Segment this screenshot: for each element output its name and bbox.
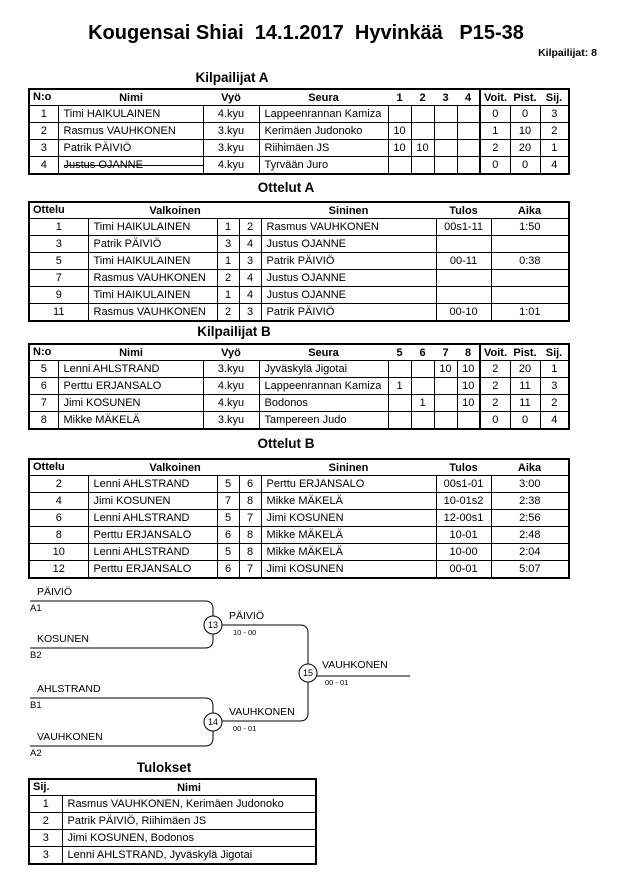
col-header-club: Seura bbox=[259, 344, 388, 361]
cell-score bbox=[411, 361, 434, 378]
table-row bbox=[29, 476, 569, 493]
cell-result bbox=[436, 236, 491, 253]
col-header-name: Nimi bbox=[119, 91, 143, 104]
cell-score: 10 bbox=[457, 395, 480, 412]
cell-blue-no: 3 bbox=[239, 253, 261, 270]
cell-match-no: 7 bbox=[29, 270, 88, 287]
cell-belt: 3.kyu bbox=[203, 140, 259, 157]
col-header-m4: 4 bbox=[457, 89, 480, 106]
bracket-name-semi1-top: PÄIVIÖ bbox=[37, 586, 73, 598]
cell-name: Lenni AHLSTRAND bbox=[58, 361, 203, 378]
cell-club: Lappeenrannan Kamiza bbox=[259, 106, 388, 123]
cell-blue-name: Justus OJANNE bbox=[261, 236, 436, 253]
table-row-withdrawn bbox=[29, 157, 569, 175]
cell-place: 2 bbox=[540, 395, 569, 412]
cell-belt: 4.kyu bbox=[203, 157, 259, 175]
col-header-m1: 1 bbox=[388, 89, 411, 106]
cell-score bbox=[388, 395, 411, 412]
cell-score bbox=[457, 140, 480, 157]
cell-place: 4 bbox=[540, 157, 569, 175]
cell-name: Lenni AHLSTRAND, Jyväskylä Jigotai bbox=[62, 847, 316, 865]
cell-name: Rasmus VAUHKONEN, Kerimäen Judonoko bbox=[62, 796, 316, 813]
cell-score: 10 bbox=[457, 361, 480, 378]
cell-match-no: 2 bbox=[29, 476, 88, 493]
cell-time: 5:07 bbox=[491, 561, 569, 579]
cell-score: 10 bbox=[411, 140, 434, 157]
cell-blue-no: 2 bbox=[239, 219, 261, 236]
cell-blue-name: Jimi KOSUNEN bbox=[261, 510, 436, 527]
table-row bbox=[29, 219, 569, 236]
cell-name: Jimi KOSUNEN bbox=[58, 395, 203, 412]
table-row bbox=[29, 140, 569, 157]
bracket-name-semi2-top: AHLSTRAND bbox=[37, 683, 101, 695]
cell-time: 3:00 bbox=[491, 476, 569, 493]
cell-time bbox=[491, 287, 569, 304]
table-row bbox=[29, 561, 569, 579]
cell-white-no: 5 bbox=[217, 510, 239, 527]
cell-score bbox=[411, 157, 434, 175]
col-header-belt: Vyö bbox=[203, 344, 259, 361]
cell-no: 4 bbox=[29, 157, 58, 175]
cell-result: 00-01 bbox=[436, 561, 491, 579]
cell-club: Tyrvään Juro bbox=[259, 157, 388, 175]
cell-score bbox=[411, 378, 434, 395]
cell-score bbox=[434, 140, 457, 157]
cell-white-name: Jimi KOSUNEN bbox=[88, 493, 217, 510]
cell-blue-no: 7 bbox=[239, 510, 261, 527]
bracket-seed-a2: A2 bbox=[30, 748, 42, 759]
cell-name: Perttu ERJANSALO bbox=[58, 378, 203, 395]
col-header-m8: 8 bbox=[457, 344, 480, 361]
cell-blue-no: 7 bbox=[239, 561, 261, 579]
cell-club: Lappeenrannan Kamiza bbox=[259, 378, 388, 395]
cell-place: 3 bbox=[29, 847, 62, 865]
col-header-club: Seura bbox=[259, 89, 388, 106]
col-header-result: Tulos bbox=[436, 202, 491, 219]
cell-score bbox=[411, 412, 434, 430]
section-title-results: Tulokset bbox=[136, 760, 192, 775]
cell-score: 10 bbox=[388, 123, 411, 140]
col-header-belt: Vyö bbox=[203, 89, 259, 106]
table-row bbox=[29, 378, 569, 395]
col-header-wins: Voit. bbox=[480, 89, 510, 106]
cell-score bbox=[434, 123, 457, 140]
cell-white-no: 2 bbox=[217, 304, 239, 322]
col-header-m5: 5 bbox=[388, 344, 411, 361]
cell-no: 2 bbox=[29, 123, 58, 140]
col-header-match-white bbox=[29, 459, 261, 476]
cell-place: 3 bbox=[540, 106, 569, 123]
cell-name: Mikke MÄKELÄ bbox=[58, 412, 203, 430]
cell-white-name: Lenni AHLSTRAND bbox=[88, 544, 217, 561]
bracket-score-14: 00 - 01 bbox=[233, 724, 257, 733]
cell-blue-name: Jimi KOSUNEN bbox=[261, 561, 436, 579]
col-header-white: Valkoinen bbox=[149, 461, 201, 474]
cell-time: 1:50 bbox=[491, 219, 569, 236]
header-row bbox=[29, 344, 569, 361]
cell-match-no: 3 bbox=[29, 236, 88, 253]
bracket-score-15: 00 - 01 bbox=[325, 678, 349, 687]
cell-name: Jimi KOSUNEN, Bodonos bbox=[62, 830, 316, 847]
cell-result: 00-11 bbox=[436, 253, 491, 270]
cell-points: 11 bbox=[510, 395, 540, 412]
bracket-seed-b1: B1 bbox=[30, 700, 42, 711]
cell-time: 2:04 bbox=[491, 544, 569, 561]
cell-score bbox=[457, 157, 480, 175]
matches-table-a bbox=[28, 201, 570, 322]
col-header-blue: Sininen bbox=[261, 459, 436, 476]
bracket-name-semi2-bottom: VAUHKONEN bbox=[37, 731, 103, 743]
cell-blue-name: Rasmus VAUHKONEN bbox=[261, 219, 436, 236]
cell-time: 1:01 bbox=[491, 304, 569, 322]
col-header-m3: 3 bbox=[434, 89, 457, 106]
cell-match-no: 5 bbox=[29, 253, 88, 270]
cell-belt: 4.kyu bbox=[203, 106, 259, 123]
col-header-name: Nimi bbox=[177, 781, 201, 794]
table-row bbox=[29, 830, 316, 847]
cell-club: Kerimäen Judonoko bbox=[259, 123, 388, 140]
cell-wins: 2 bbox=[480, 395, 510, 412]
cell-blue-no: 4 bbox=[239, 270, 261, 287]
col-header-no: N:o bbox=[33, 346, 52, 358]
cell-name: Rasmus VAUHKONEN bbox=[58, 123, 203, 140]
col-header-time: Aika bbox=[491, 459, 569, 476]
cell-white-no: 3 bbox=[217, 236, 239, 253]
cell-blue-name: Mikke MÄKELÄ bbox=[261, 493, 436, 510]
cell-score: 10 bbox=[434, 361, 457, 378]
cell-wins: 0 bbox=[480, 412, 510, 430]
cell-blue-no: 4 bbox=[239, 287, 261, 304]
cell-score bbox=[388, 361, 411, 378]
cell-points: 20 bbox=[510, 361, 540, 378]
bracket-line-a1 bbox=[30, 601, 213, 616]
col-header-m6: 6 bbox=[411, 344, 434, 361]
cell-blue-no: 4 bbox=[239, 236, 261, 253]
col-header-m7: 7 bbox=[434, 344, 457, 361]
col-header-match: Ottelu bbox=[33, 204, 65, 216]
cell-no: 6 bbox=[29, 378, 58, 395]
col-header-white: Valkoinen bbox=[149, 204, 201, 217]
matches-table-b bbox=[28, 458, 570, 579]
cell-place: 1 bbox=[540, 361, 569, 378]
cell-score bbox=[411, 123, 434, 140]
cell-result: 10-01s2 bbox=[436, 493, 491, 510]
col-header-wins: Voit. bbox=[480, 344, 510, 361]
cell-place: 2 bbox=[540, 123, 569, 140]
col-header-points: Pist. bbox=[510, 344, 540, 361]
cell-white-no: 1 bbox=[217, 219, 239, 236]
cell-place: 4 bbox=[540, 412, 569, 430]
table-row bbox=[29, 527, 569, 544]
table-row bbox=[29, 510, 569, 527]
cell-belt: 4.kyu bbox=[203, 378, 259, 395]
bracket-line-b1 bbox=[30, 698, 213, 713]
cell-points: 0 bbox=[510, 157, 540, 175]
header-row bbox=[29, 202, 569, 219]
col-header-place: Sij. bbox=[33, 781, 50, 793]
cell-wins: 2 bbox=[480, 361, 510, 378]
col-header-no-name bbox=[29, 344, 203, 361]
cell-blue-name: Justus OJANNE bbox=[261, 270, 436, 287]
cell-match-no: 4 bbox=[29, 493, 88, 510]
cell-no: 5 bbox=[29, 361, 58, 378]
cell-score bbox=[434, 106, 457, 123]
competitors-table-a bbox=[28, 88, 570, 175]
section-title-competitors-a: Kilpailijat A bbox=[195, 70, 269, 85]
cell-white-name: Patrik PÄIVIÖ bbox=[88, 236, 217, 253]
cell-score bbox=[457, 106, 480, 123]
table-row bbox=[29, 395, 569, 412]
table-row bbox=[29, 106, 569, 123]
cell-white-no: 2 bbox=[217, 270, 239, 287]
cell-blue-name: Justus OJANNE bbox=[261, 287, 436, 304]
cell-wins: 2 bbox=[480, 140, 510, 157]
table-row bbox=[29, 236, 569, 253]
match-number-14: 14 bbox=[207, 717, 219, 727]
competitors-table-b bbox=[28, 343, 570, 430]
cell-score: 10 bbox=[388, 140, 411, 157]
bracket-seed-a1: A1 bbox=[30, 603, 42, 614]
cell-result: 10-00 bbox=[436, 544, 491, 561]
cell-blue-name: Perttu ERJANSALO bbox=[261, 476, 436, 493]
cell-no: 7 bbox=[29, 395, 58, 412]
cell-wins: 1 bbox=[480, 123, 510, 140]
cell-wins: 0 bbox=[480, 157, 510, 175]
cell-white-name: Lenni AHLSTRAND bbox=[88, 510, 217, 527]
bracket-score-13: 10 - 00 bbox=[233, 628, 257, 637]
cell-match-no: 9 bbox=[29, 287, 88, 304]
table-row bbox=[29, 304, 569, 322]
competitors-count: Kilpailijat: 8 bbox=[538, 47, 597, 59]
cell-belt: 3.kyu bbox=[203, 361, 259, 378]
bracket-name-semi1-bottom: KOSUNEN bbox=[37, 633, 89, 645]
cell-points: 20 bbox=[510, 140, 540, 157]
cell-time: 2:48 bbox=[491, 527, 569, 544]
cell-time: 2:56 bbox=[491, 510, 569, 527]
bracket-seed-b2: B2 bbox=[30, 650, 42, 661]
cell-blue-no: 8 bbox=[239, 527, 261, 544]
col-header-place: Sij. bbox=[540, 344, 569, 361]
cell-points: 0 bbox=[510, 412, 540, 430]
cell-score bbox=[434, 378, 457, 395]
cell-result bbox=[436, 270, 491, 287]
cell-white-no: 7 bbox=[217, 493, 239, 510]
col-header-no-name bbox=[29, 89, 203, 106]
cell-belt: 3.kyu bbox=[203, 123, 259, 140]
cell-belt: 3.kyu bbox=[203, 412, 259, 430]
col-header-blue: Sininen bbox=[261, 202, 436, 219]
cell-score bbox=[434, 412, 457, 430]
cell-result: 10-01 bbox=[436, 527, 491, 544]
cell-match-no: 10 bbox=[29, 544, 88, 561]
col-header-match-white bbox=[29, 202, 261, 219]
cell-no: 8 bbox=[29, 412, 58, 430]
cell-no: 3 bbox=[29, 140, 58, 157]
cell-score bbox=[388, 157, 411, 175]
header-row bbox=[29, 779, 316, 796]
col-header-time: Aika bbox=[491, 202, 569, 219]
cell-white-no: 1 bbox=[217, 253, 239, 270]
table-row bbox=[29, 270, 569, 287]
table-row bbox=[29, 493, 569, 510]
cell-name-struck: Justus OJANNE bbox=[58, 157, 203, 175]
cell-blue-no: 8 bbox=[239, 493, 261, 510]
table-row bbox=[29, 813, 316, 830]
section-title-matches-a: Ottelut A bbox=[257, 180, 315, 195]
cell-blue-name: Patrik PÄIVIÖ bbox=[261, 253, 436, 270]
cell-score: 1 bbox=[411, 395, 434, 412]
bracket-lines bbox=[0, 580, 630, 775]
cell-white-no: 1 bbox=[217, 287, 239, 304]
cell-white-no: 5 bbox=[217, 476, 239, 493]
cell-club: Jyväskylä Jigotai bbox=[259, 361, 388, 378]
page-title: Kougensai Shiai 14.1.2017 Hyvinkää P15-38 bbox=[88, 22, 524, 44]
cell-result: 12-00s1 bbox=[436, 510, 491, 527]
bracket-winner-14: VAUHKONEN bbox=[229, 706, 295, 718]
cell-match-no: 6 bbox=[29, 510, 88, 527]
cell-club: Tampereen Judo bbox=[259, 412, 388, 430]
cell-wins: 0 bbox=[480, 106, 510, 123]
cell-belt: 4.kyu bbox=[203, 395, 259, 412]
cell-result: 00s1-11 bbox=[436, 219, 491, 236]
cell-white-name: Rasmus VAUHKONEN bbox=[88, 270, 217, 287]
header-row bbox=[29, 89, 569, 106]
cell-score bbox=[457, 123, 480, 140]
col-header-match: Ottelu bbox=[33, 461, 65, 473]
match-number-13: 13 bbox=[207, 620, 219, 630]
col-header-place-name bbox=[29, 779, 316, 796]
medal-bracket bbox=[0, 580, 630, 775]
cell-time: 2:38 bbox=[491, 493, 569, 510]
cell-white-name: Timi HAIKULAINEN bbox=[88, 287, 217, 304]
header-row bbox=[29, 459, 569, 476]
table-row bbox=[29, 847, 316, 865]
cell-club: Riihimäen JS bbox=[259, 140, 388, 157]
cell-match-no: 12 bbox=[29, 561, 88, 579]
cell-points: 11 bbox=[510, 378, 540, 395]
table-row bbox=[29, 361, 569, 378]
table-row bbox=[29, 796, 316, 813]
col-header-name: Nimi bbox=[119, 346, 143, 359]
cell-white-no: 6 bbox=[217, 561, 239, 579]
cell-blue-no: 8 bbox=[239, 544, 261, 561]
col-header-m2: 2 bbox=[411, 89, 434, 106]
cell-score: 10 bbox=[457, 378, 480, 395]
cell-score bbox=[457, 412, 480, 430]
cell-name: Patrik PÄIVIÖ bbox=[58, 140, 203, 157]
cell-place: 3 bbox=[29, 830, 62, 847]
col-header-place: Sij. bbox=[540, 89, 569, 106]
cell-blue-no: 3 bbox=[239, 304, 261, 322]
cell-result: 00-10 bbox=[436, 304, 491, 322]
cell-blue-name: Mikke MÄKELÄ bbox=[261, 544, 436, 561]
col-header-no: N:o bbox=[33, 91, 52, 103]
cell-white-name: Perttu ERJANSALO bbox=[88, 561, 217, 579]
cell-score bbox=[388, 106, 411, 123]
cell-place: 2 bbox=[29, 813, 62, 830]
cell-white-name: Lenni AHLSTRAND bbox=[88, 476, 217, 493]
cell-no: 1 bbox=[29, 106, 58, 123]
cell-place: 1 bbox=[29, 796, 62, 813]
cell-place: 1 bbox=[540, 140, 569, 157]
section-title-competitors-b: Kilpailijat B bbox=[197, 324, 271, 339]
table-row bbox=[29, 253, 569, 270]
section-title-matches-b: Ottelut B bbox=[257, 436, 315, 451]
cell-result: 00s1-01 bbox=[436, 476, 491, 493]
cell-white-name: Timi HAIKULAINEN bbox=[88, 219, 217, 236]
col-header-points: Pist. bbox=[510, 89, 540, 106]
cell-score bbox=[434, 157, 457, 175]
cell-time bbox=[491, 236, 569, 253]
table-row bbox=[29, 123, 569, 140]
match-number-15: 15 bbox=[302, 668, 314, 678]
cell-white-no: 5 bbox=[217, 544, 239, 561]
cell-score bbox=[411, 106, 434, 123]
cell-time: 0:38 bbox=[491, 253, 569, 270]
cell-result bbox=[436, 287, 491, 304]
cell-name: Patrik PÄIVIÖ, Riihimäen JS bbox=[62, 813, 316, 830]
cell-blue-name: Mikke MÄKELÄ bbox=[261, 527, 436, 544]
cell-time bbox=[491, 270, 569, 287]
cell-white-name: Perttu ERJANSALO bbox=[88, 527, 217, 544]
cell-blue-no: 6 bbox=[239, 476, 261, 493]
table-row bbox=[29, 544, 569, 561]
cell-match-no: 8 bbox=[29, 527, 88, 544]
table-row bbox=[29, 287, 569, 304]
cell-score bbox=[388, 412, 411, 430]
cell-points: 0 bbox=[510, 106, 540, 123]
table-row bbox=[29, 412, 569, 430]
cell-score bbox=[434, 395, 457, 412]
cell-club: Bodonos bbox=[259, 395, 388, 412]
cell-name: Timi HAIKULAINEN bbox=[58, 106, 203, 123]
cell-match-no: 11 bbox=[29, 304, 88, 322]
cell-white-name: Timi HAIKULAINEN bbox=[88, 253, 217, 270]
cell-white-name: Rasmus VAUHKONEN bbox=[88, 304, 217, 322]
cell-wins: 2 bbox=[480, 378, 510, 395]
col-header-result: Tulos bbox=[436, 459, 491, 476]
bracket-winner-15: VAUHKONEN bbox=[322, 659, 388, 671]
cell-blue-name: Patrik PÄIVIÖ bbox=[261, 304, 436, 322]
cell-score: 1 bbox=[388, 378, 411, 395]
cell-match-no: 1 bbox=[29, 219, 88, 236]
bracket-winner-13: PÄIVIÖ bbox=[229, 610, 265, 622]
cell-points: 10 bbox=[510, 123, 540, 140]
cell-place: 3 bbox=[540, 378, 569, 395]
cell-white-no: 6 bbox=[217, 527, 239, 544]
results-table bbox=[28, 778, 317, 865]
